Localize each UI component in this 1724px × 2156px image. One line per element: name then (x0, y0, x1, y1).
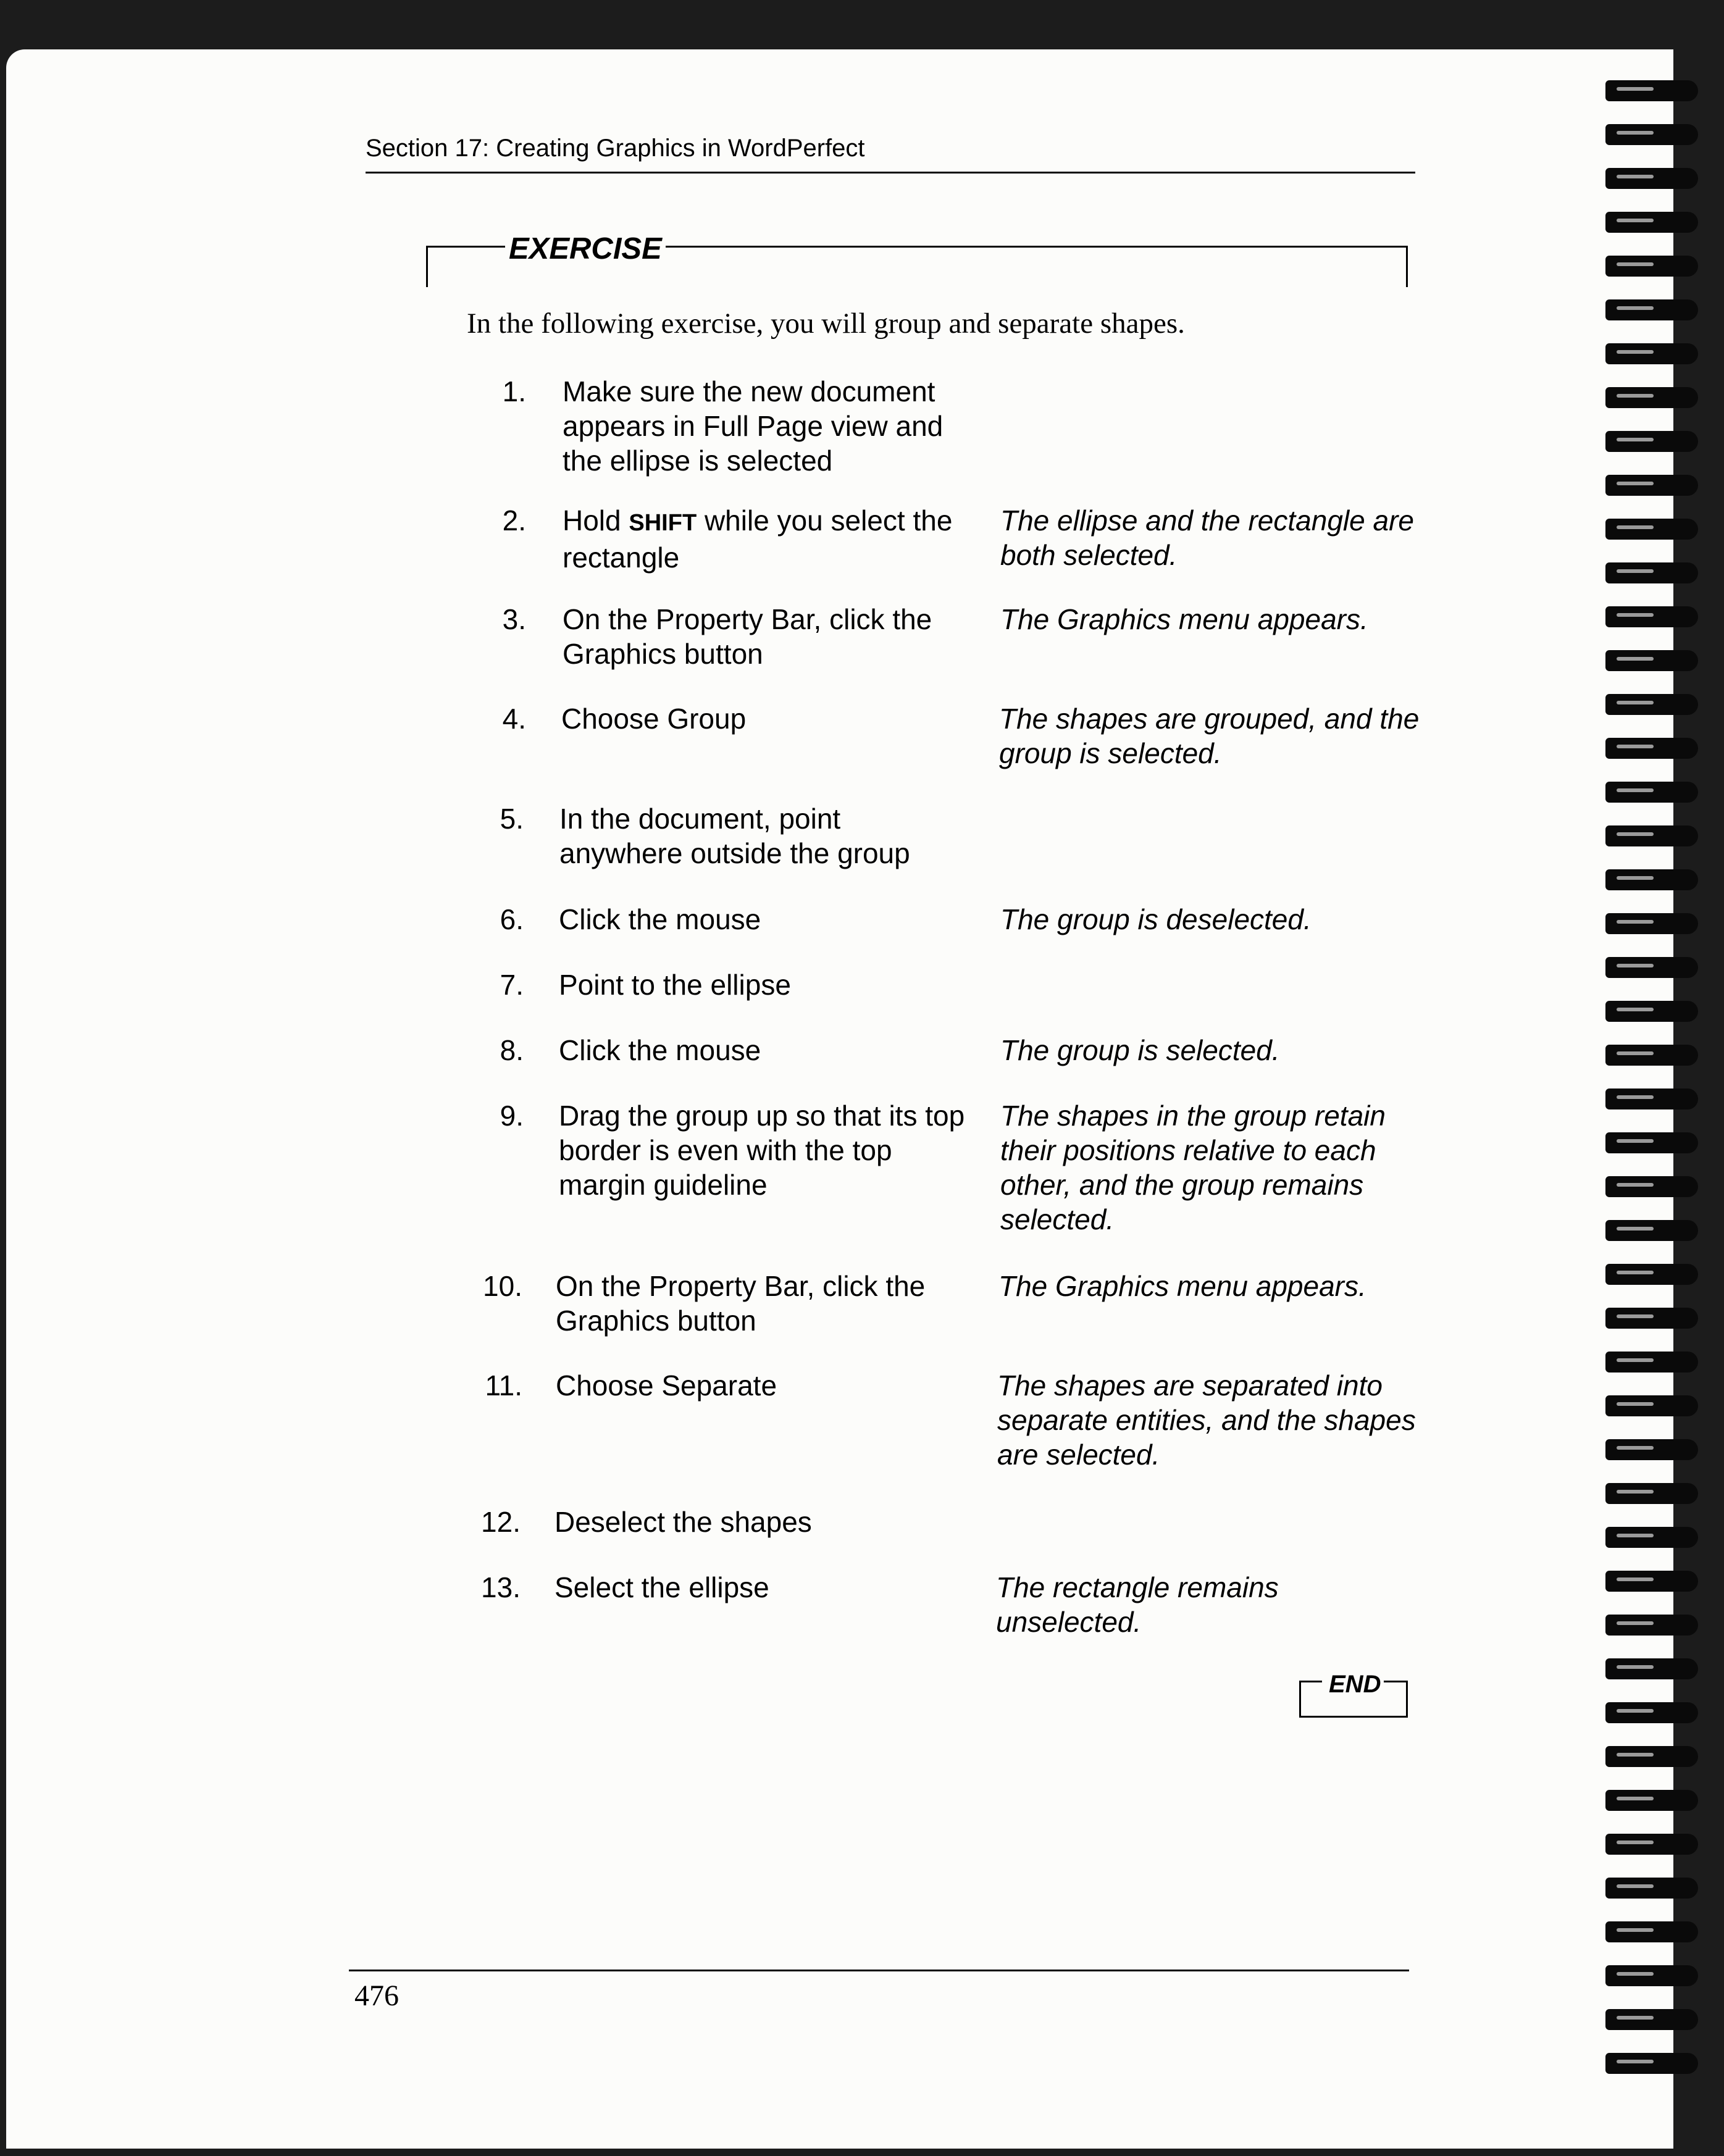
step-result: The shapes are separated into separate entities, and the shapes are selected. (997, 1369, 1416, 1471)
step-number: 13. (481, 1571, 521, 1603)
page-number: 476 (354, 1979, 399, 2012)
binding-coil (1605, 650, 1698, 671)
step-number: 9. (500, 1100, 524, 1132)
binding-coil (1605, 1921, 1698, 1942)
step-number: 3. (502, 603, 526, 635)
step-instruction: Deselect the shapes (554, 1506, 812, 1538)
step-number: 8. (500, 1034, 524, 1066)
binding-coil (1605, 2053, 1698, 2074)
step-number: 10. (483, 1270, 522, 1302)
binding-coil (1605, 1483, 1698, 1504)
binding-coil (1605, 1658, 1698, 1679)
binding-coil (1605, 1176, 1698, 1197)
binding-coil (1605, 606, 1698, 627)
binding-coil (1605, 1395, 1698, 1416)
step-instruction: Select the ellipse (554, 1571, 769, 1603)
binding-coil (1605, 1790, 1698, 1811)
binding-coil (1605, 80, 1698, 101)
step-instruction: On the Property Bar, click the Graphics button (556, 1270, 926, 1337)
binding-coil (1605, 1132, 1698, 1153)
step-result: The shapes in the group retain their positions relative to each other, and the group remains selected. (1000, 1100, 1386, 1235)
instruction-text: Hold (563, 504, 629, 537)
binding-coil (1605, 1352, 1698, 1373)
binding-coil (1605, 1220, 1698, 1241)
step-result: The ellipse and the rectangle are both selected. (1000, 504, 1414, 571)
section-header: Section 17: Creating Graphics in WordPerfect (366, 135, 1415, 173)
step-instruction: Drag the group up so that its top border is even with the top margin guideline (559, 1100, 965, 1201)
instruction-text: while you select the rectangle (563, 504, 953, 574)
step-number: 4. (502, 703, 526, 735)
step-number: 12. (481, 1506, 521, 1538)
step-result: The group is selected. (1000, 1034, 1280, 1066)
binding-coil (1605, 124, 1698, 145)
binding-coil (1605, 299, 1698, 320)
binding-coil (1605, 2009, 1698, 2030)
step-instruction: In the document, point anywhere outside the group (559, 803, 910, 869)
binding-coil (1605, 1264, 1698, 1285)
end-marker: END (1326, 1671, 1383, 1698)
step-number: 2. (502, 504, 526, 537)
step-result: The shapes are grouped, and the group is selected. (999, 703, 1420, 769)
binding-coil (1605, 1439, 1698, 1460)
step-result: The Graphics menu appears. (998, 1270, 1366, 1302)
step-instruction: Point to the ellipse (559, 969, 791, 1001)
binding-coil (1605, 1965, 1698, 1986)
step-number: 6. (500, 903, 524, 935)
step-instruction: On the Property Bar, click the Graphics button (563, 603, 932, 670)
binding-coil (1605, 869, 1698, 890)
binding-coil (1605, 1308, 1698, 1329)
step-number: 5. (500, 803, 524, 835)
binding-coil (1605, 562, 1698, 583)
shift-key-label: SHIFT (629, 510, 697, 536)
exercise-intro: In the following exercise, you will group and separate shapes. (467, 307, 1185, 340)
binding-coil (1605, 1834, 1698, 1855)
binding-coil (1605, 825, 1698, 846)
step-instruction: Choose Group (561, 703, 747, 735)
binding-coil (1605, 519, 1698, 540)
binding-coil (1605, 256, 1698, 277)
step-instruction: Choose Separate (556, 1369, 777, 1402)
binding-coil (1605, 1878, 1698, 1899)
step-number: 7. (500, 969, 524, 1001)
exercise-title: EXERCISE (505, 232, 666, 266)
binding-coil (1605, 212, 1698, 233)
step-instruction: Make sure the new document appears in Full Page view and the ellipse is selected (563, 375, 944, 477)
binding-coil (1605, 913, 1698, 934)
step-number: 1. (502, 375, 526, 407)
binding-coil (1605, 168, 1698, 189)
footer-rule (349, 1970, 1409, 1971)
binding-coil (1605, 738, 1698, 759)
binding-coil (1605, 1571, 1698, 1592)
binding-coil (1605, 1615, 1698, 1636)
step-instruction (563, 503, 982, 575)
binding-coil (1605, 475, 1698, 496)
step-result: The rectangle remains unselected. (996, 1571, 1279, 1638)
binding-coil (1605, 1045, 1698, 1066)
step-result: The Graphics menu appears. (1000, 603, 1368, 635)
binding-coil (1605, 782, 1698, 803)
step-instruction: Click the mouse (559, 1034, 761, 1066)
binding-coil (1605, 431, 1698, 452)
step-number: 11. (485, 1369, 522, 1402)
step-instruction: Click the mouse (559, 903, 761, 935)
binding-coil (1605, 387, 1698, 408)
step-result: The group is deselected. (1000, 903, 1312, 935)
binding-coil (1605, 1746, 1698, 1767)
binding-coil (1605, 1702, 1698, 1723)
binding-coil (1605, 1527, 1698, 1548)
binding-coil (1605, 957, 1698, 978)
binding-coil (1605, 343, 1698, 364)
binding-coil (1605, 694, 1698, 715)
binding-coil (1605, 1001, 1698, 1022)
binding-coil (1605, 1088, 1698, 1109)
spiral-binding (1596, 80, 1724, 2130)
